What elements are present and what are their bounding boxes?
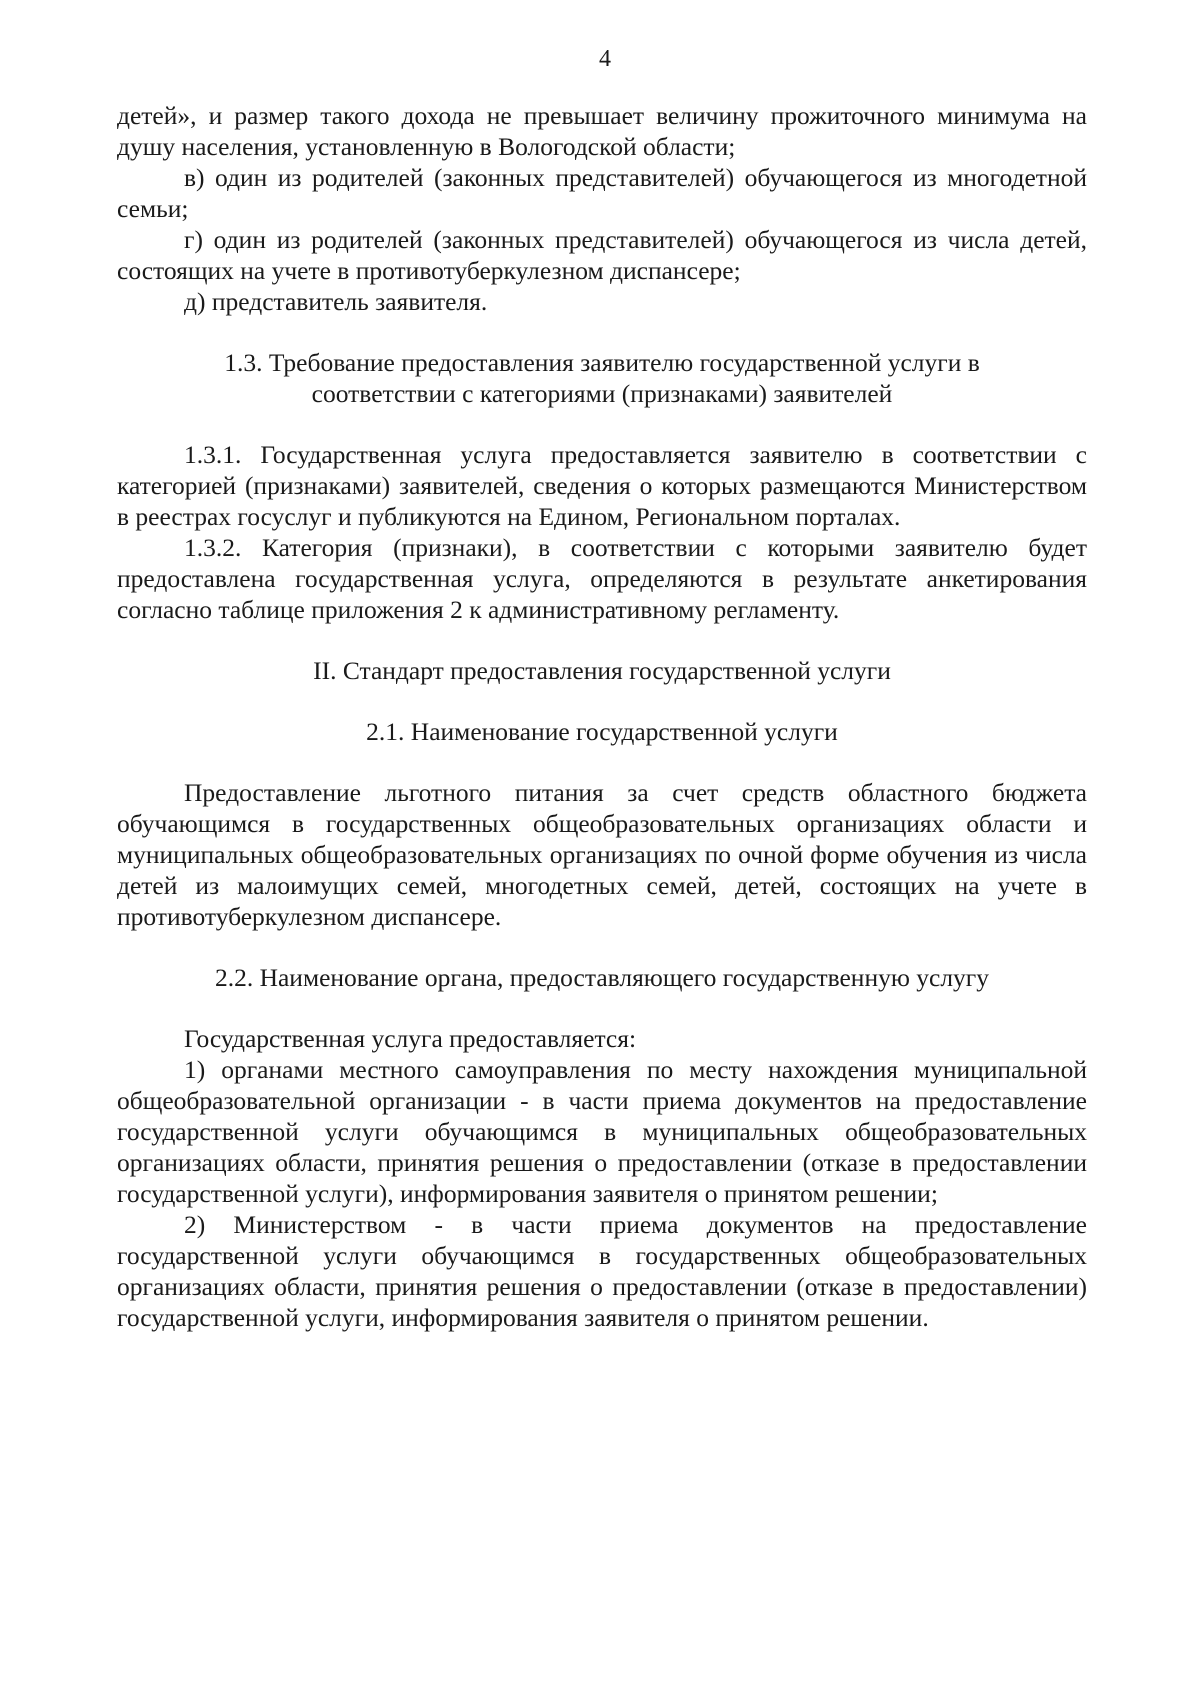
paragraph-1-3-2: 1.3.2. Категория (признаки), в соответствии с которыми заявителю будет предоставлена государственная услуга, определяются в результате анкетирования согласно таблице приложения 2 к административному регламенту. xyxy=(117,533,1087,624)
paragraph-2-1: Предоставление льготного питания за счет средств областного бюджета обучающимся в государственных общеобразовательных организациях области и муниципальных общеобразовательных организациях по очной форме обучения из числа детей из малоимущих семей, многодетных семей, детей, состоящих на учете в противотуберкулезном диспансере. xyxy=(117,778,1087,931)
list-item-d: д) представитель заявителя. xyxy=(184,287,488,316)
section-heading-2-1: 2.1. Наименование государственной услуги xyxy=(366,717,838,746)
list-item-v: в) один из родителей (законных представителей) обучающегося из многодетной семьи; xyxy=(117,163,1087,223)
paragraph-1-3-1: 1.3.1. Государственная услуга предоставляется заявителю в соответствии с категорией (признаками) заявителей, сведения о которых размещаются Министерством в реестрах госуслуг и публикуются на Едином, Региональном порталах. xyxy=(117,440,1087,531)
page-number: 4 xyxy=(599,46,611,72)
section-heading-1-3 xyxy=(117,347,1087,409)
paragraph-2-2-intro: Государственная услуга предоставляется: xyxy=(184,1024,637,1053)
list-item-g: г) один из родителей (законных представителей) обучающегося из числа детей, состоящих на учете в противотуберкулезном диспансере; xyxy=(117,225,1087,285)
list-item-2-2-2: 2) Министерством - в части приема документов на предоставление государственной услуги обучающимся в государственных общеобразовательных организациях области, принятия решения о предоставлении (отказе в предоставлении) государственной услуги, информирования заявителя о принятом решении. xyxy=(117,1210,1087,1332)
section-heading-2-2: 2.2. Наименование органа, предоставляющего государственную услугу xyxy=(214,963,990,992)
document-body xyxy=(117,100,1087,1333)
chapter-heading-2: II. Стандарт предоставления государственной услуги xyxy=(313,656,891,685)
paragraph-income-continuation: детей», и размер такого дохода не превышает величину прожиточного минимума на душу населения, установленную в Вологодской области; xyxy=(117,101,1087,161)
section-heading-1-3-line2: соответствии с категориями (признаками) заявителей xyxy=(311,379,893,408)
section-heading-1-3-line1: 1.3. Требование предоставления заявителю государственной услуги в xyxy=(224,348,980,377)
list-item-2-2-1: 1) органами местного самоуправления по месту нахождения муниципальной общеобразовательной организации - в части приема документов на предоставление государственной услуги обучающимся в муниципальных общеобразовательных организациях области, принятия решения о предоставлении (отказе в предоставлении государственной услуги), информирования заявителя о принятом решении; xyxy=(117,1055,1087,1208)
